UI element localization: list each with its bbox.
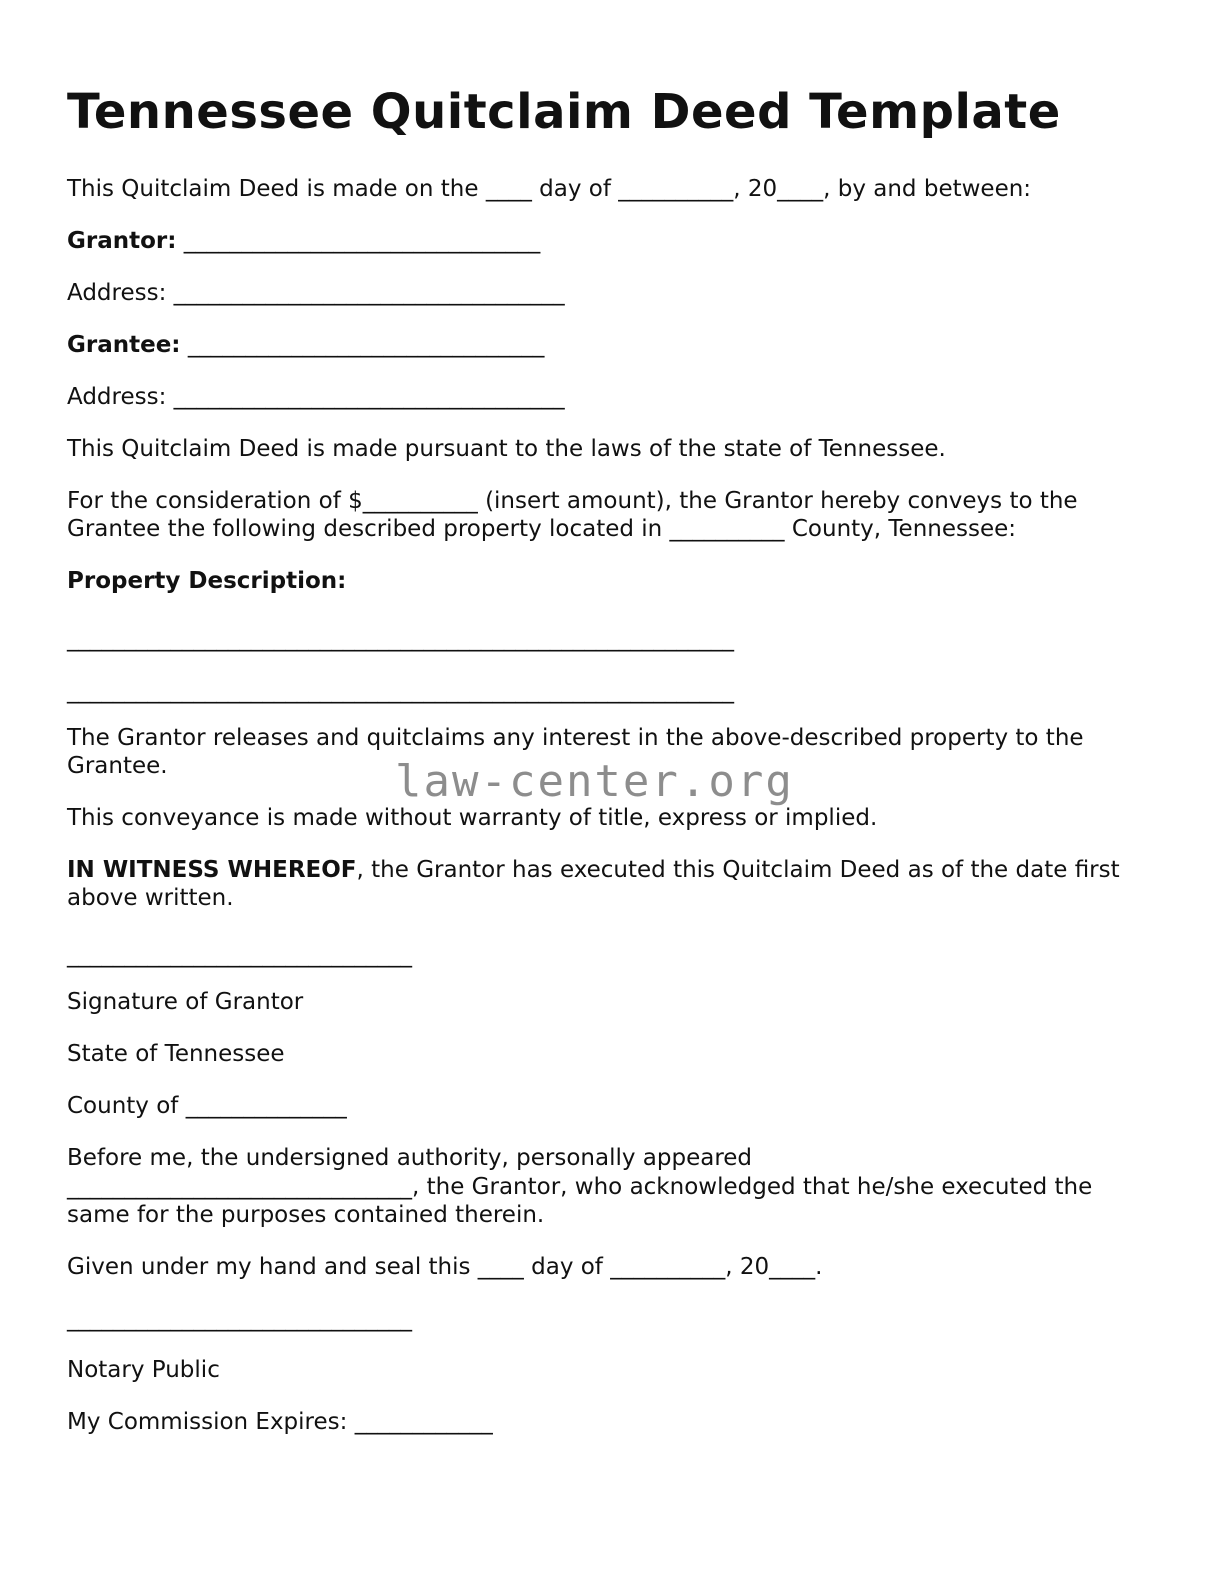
grantor-signature-line: ______________________________ — [67, 942, 412, 968]
release-paragraph: The Grantor releases and quitclaims any interest in the above-described property to the Grantee. — [67, 725, 1084, 779]
appeared-line-3: same for the purposes contained therein. — [67, 1202, 545, 1228]
appeared-line-1: Before me, the undersigned authority, personally appeared — [67, 1145, 753, 1171]
property-description-label: Property Description: — [67, 568, 347, 594]
witness-paragraph — [67, 856, 1152, 912]
state-line: State of Tennessee — [67, 1041, 285, 1067]
warranty-line: This conveyance is made without warranty of title, express or implied. — [67, 805, 878, 831]
commission-expires-line: My Commission Expires: ____________ — [67, 1409, 493, 1435]
given-line: Given under my hand and seal this ____ day of __________, 20____. — [67, 1254, 823, 1280]
document-title: Tennessee Quitclaim Deed Template — [67, 84, 1061, 140]
grantee-blank: _______________________________ — [180, 332, 545, 358]
intro-line: This Quitclaim Deed is made on the ____ day of __________, 20____, by and between: — [67, 176, 1032, 202]
witness-text: , the Grantor has executed this Quitclaim Deed as of the date first above written. — [67, 857, 1120, 911]
appeared-line-2: ______________________________, the Grantor, who acknowledged that he/she executed the — [67, 1174, 1093, 1200]
grantee-address-line: Address: __________________________________ — [67, 384, 565, 410]
witness-heading: IN WITNESS WHEREOF — [67, 857, 357, 883]
grantor-address-line: Address: __________________________________ — [67, 280, 565, 306]
consideration-paragraph: For the consideration of $__________ (insert amount), the Grantor hereby conveys to the Grantee the following described property located in __________ County, Tennessee: — [67, 488, 1078, 542]
grantee-label: Grantee: — [67, 332, 181, 358]
county-line: County of ______________ — [67, 1093, 347, 1119]
notary-public-label: Notary Public — [67, 1357, 220, 1383]
grantor-line — [67, 227, 540, 255]
notary-signature-line: ______________________________ — [67, 1306, 412, 1332]
property-blank-line-2: __________________________________________________________ — [67, 678, 734, 704]
property-blank-line-1: __________________________________________________________ — [67, 626, 734, 652]
grantee-line — [67, 331, 544, 359]
grantor-label: Grantor: — [67, 228, 177, 254]
pursuant-line: This Quitclaim Deed is made pursuant to the laws of the state of Tennessee. — [67, 436, 946, 462]
grantor-signature-label: Signature of Grantor — [67, 989, 304, 1015]
watermark: law-center.org — [395, 756, 794, 807]
grantor-blank: _______________________________ — [176, 228, 541, 254]
